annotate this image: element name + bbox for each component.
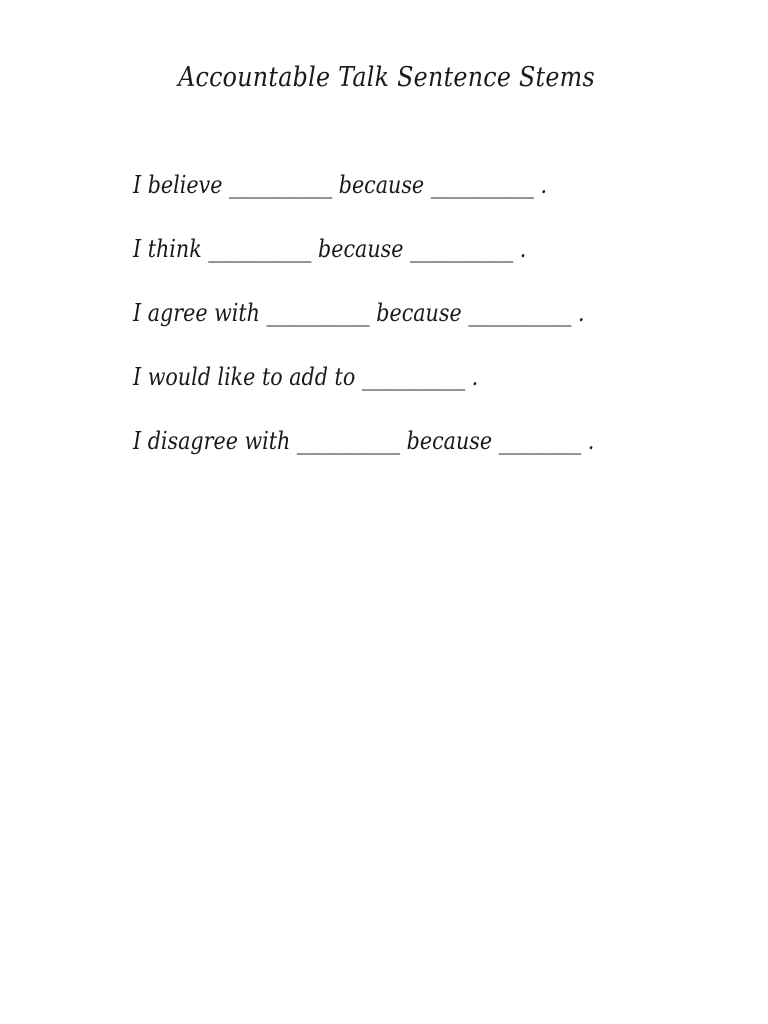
sentence-stem-agree: I agree with __________ because __________ . xyxy=(133,299,585,327)
sentence-stem-believe: I believe __________ because __________ . xyxy=(133,171,548,199)
page-title: Accountable Talk Sentence Stems xyxy=(178,62,595,93)
sentence-stem-add-to: I would like to add to __________ . xyxy=(133,363,479,391)
sentence-stem-disagree: I disagree with __________ because ________ . xyxy=(133,427,595,455)
sentence-stems-list xyxy=(133,165,733,485)
sentence-stem-think: I think __________ because __________ . xyxy=(133,235,527,263)
